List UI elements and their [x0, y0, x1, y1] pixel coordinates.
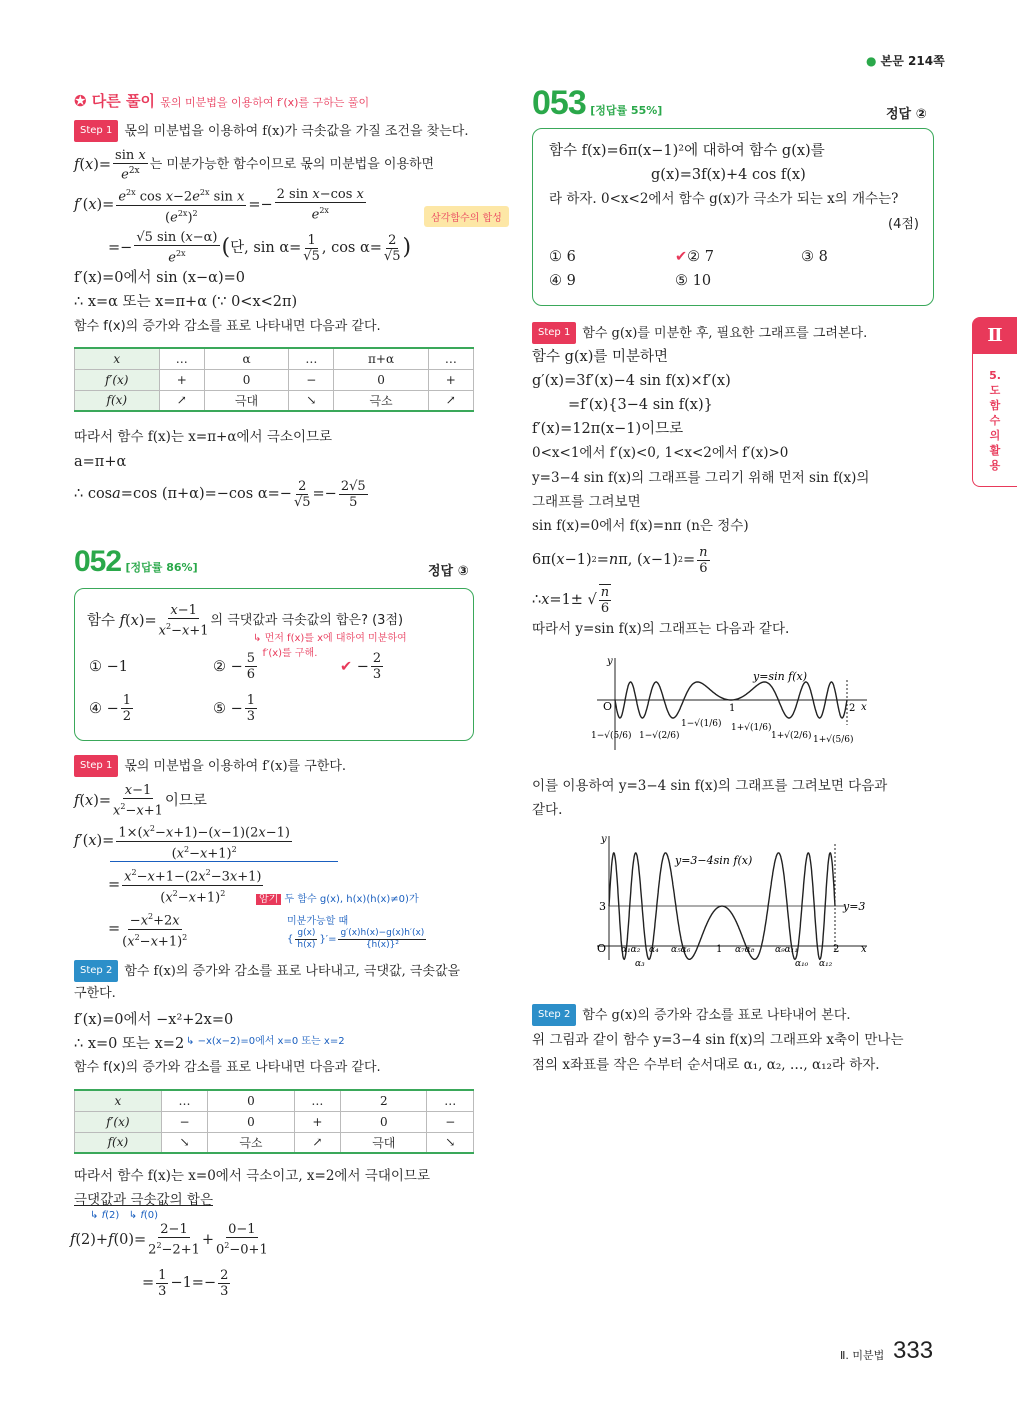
p052-answer: 정답 ③ [428, 564, 469, 579]
graph2-label: y=3−4sin f(x) [675, 854, 753, 867]
p053-q1: 함수 f(x)=6π(x−1)²에 대하여 함수 g(x)를 [549, 143, 825, 159]
p053-choice-4[interactable]: ④ 9 [549, 273, 576, 289]
p053-choice-5[interactable]: ⑤ 10 [675, 273, 712, 289]
graph-sin-f [585, 650, 885, 760]
page-ref: ● 본문 214쪽 [866, 54, 945, 68]
p052-hint: ↳ 먼저 f(x)를 x에 대하여 미분하여 f′(x)를 구해. [253, 633, 407, 659]
alt-line1: f ( x )= $\frac{\text{sin x}}{e^{2x}}$ 는 미분가능한 함수이므로 몫의 미분법을 이용하면 [74, 147, 435, 183]
graph2-alpha7: α₇α₈ [735, 945, 755, 955]
alt-line3: =− $\frac{√5 \sin (x-\alpha)}{e^{2x}}$ ( 단, sin α= $\frac{1}{√5}$ , cos α= $\frac{2}{√5}$ ) [108, 230, 412, 266]
p052-root-note: ↳ −x(x−2)=0에서 x=0 또는 x=2 [186, 1036, 345, 1047]
page-number: 333 [893, 1337, 934, 1364]
graph2-alpha1: α₁α₂ [621, 945, 641, 955]
p053-line-1: g′(x)=3f′(x)−4 sin f(x)×f′(x) [532, 373, 731, 389]
p052-memo: 암기 두 함수 g(x), h(x)(h(x)≠0)가 [256, 890, 419, 905]
p052-step1: Step 1 몫의 미분법을 이용하여 f′(x)를 구한다. [74, 755, 346, 777]
graph2-origin: O [597, 942, 607, 955]
graph1-tick-d: 1+√(1/6) [731, 723, 772, 733]
graph1-tick-e: 1+√(2/6) [771, 731, 812, 741]
p053-eq-n: 6π( x −1) 2 = n π, ( x −1) 2 = $\frac{n}{6}$ [532, 544, 708, 576]
p052-step2: Step 2 함수 f(x)의 증가와 감소를 표로 나타내고, 극댓값, 극솟값을 [74, 960, 460, 982]
graph1-tick-c: 1−√(1/6) [681, 719, 722, 729]
p052-conclusion2: 극댓값과 극솟값의 합은 [74, 1192, 213, 1208]
p053-line-2: =f′(x){3−4 sin f(x)} [568, 397, 713, 413]
footer-section: Ⅱ. 미분법 [840, 1349, 885, 1362]
p052-conclusion: 따라서 함수 f(x)는 x=0에서 극소이고, x=2에서 극대이므로 [74, 1168, 430, 1184]
p052-fprime-zero: f′(x)=0에서 −x²+2x=0 [74, 1012, 234, 1028]
graph2-y-label: y [601, 834, 607, 845]
alt-roots: ∴ x=α 또는 x=π+α (∵ 0<x<2π) [74, 294, 298, 310]
graph2-alpha9: α₉α₁₁ [775, 945, 798, 955]
graph2-x2-tick: 2 [833, 944, 840, 955]
p052-sum-note: ↳ f(2) ↳ f(0) [90, 1210, 159, 1221]
alt-a-equals: a=π+α [74, 454, 127, 470]
graph2-alpha5: α₅α₆ [671, 945, 691, 955]
p052-step2b: 구한다. [74, 986, 116, 1001]
p052-choice-2[interactable]: ② − $\frac{5}{6}$ [213, 651, 256, 682]
graph2-alpha12: α₁₂ [819, 959, 833, 969]
graph2-x1-tick: 1 [716, 944, 723, 955]
p052-sum-result: = $\frac{1}{3}$ −1=− $\frac{2}{3}$ [142, 1267, 229, 1299]
graph2-x-label: x [861, 944, 867, 955]
graph2-y3-tick: 3 [599, 900, 606, 913]
alt-table: x … α … π+α … f′(x) + 0 − 0 + f(x) ↗ 극대 ↘ 극소 ↗ [74, 347, 474, 412]
p052-fx: f ( x )= $\frac{x-1}{x^2-x+1}$ 이므로 [74, 783, 207, 819]
p053-q3: 라 하자. 0<x<2에서 함수 g(x)가 극소가 되는 x의 개수는? [549, 191, 899, 207]
p052-fprime3: = $\frac{-x^2+2x}{(x^2-x+1)^2}$ [108, 910, 189, 948]
side-tab-roman: Ⅱ [973, 318, 1017, 354]
p053-final1: 위 그림과 같이 함수 y=3−4 sin f(x)의 그래프와 x축이 만나는 [532, 1032, 904, 1048]
p052-memo2: 미분가능할 때 [287, 916, 349, 927]
alt-step1: Step 1 몫의 미분법을 이용하여 f(x)가 극솟값을 가질 조건을 찾는다. [74, 120, 469, 142]
graph1-tick-a: 1−√(5/6) [591, 731, 632, 741]
graph1-label: y=sin f(x) [753, 670, 808, 683]
p052-header: 052 [정답률 86%] [74, 545, 198, 578]
p052-choice-3[interactable]: ✔ − $\frac{2}{3}$ [340, 651, 382, 682]
p053-line-5: y=3−4 sin f(x)의 그래프를 그리기 위해 먼저 sin f(x)의 [532, 470, 870, 486]
graph2-alpha10: α₁₀ [795, 959, 809, 969]
graph1-origin: O [603, 700, 613, 713]
p052-question: 함수 f ( x )= $\frac{x-1}{x^2-x+1}$ 의 극댓값과 극솟값의 합은? (3점) [87, 603, 404, 639]
graph2-y3-label: y=3 [843, 900, 866, 913]
p052-choice-5[interactable]: ⑤ − $\frac{1}{3}$ [213, 693, 256, 724]
graph1-tick-b: 1−√(2/6) [639, 731, 680, 741]
p053-line-0: 함수 g(x)를 미분하면 [532, 349, 669, 365]
p052-table: x … 0 … 2 … f′(x) − 0 + 0 − f(x) ↘ 극소 ↗ 극대 ↘ [74, 1089, 474, 1154]
p053-final2: 점의 x좌표를 작은 수부터 순서대로 α₁, α₂, …, α₁₂라 하자. [532, 1057, 880, 1073]
p053-line-4: 0<x<1에서 f′(x)<0, 1<x<2에서 f′(x)>0 [532, 445, 789, 461]
p053-x-sol: ∴ x =1± √ $\frac{n}{6}$ [532, 585, 610, 616]
graph1-x-label: x [861, 702, 867, 713]
p052-fprime2: = $\frac{x^2-x+1-(2x^2-3x+1)}{(x^2-x+1)^2}$ [108, 866, 265, 904]
graph-3-minus-4sin [585, 830, 885, 970]
underline-blue [110, 861, 338, 862]
alt-title: ✪ 다른 풀이 몫의 미분법을 이용하여 f′(x)를 구하는 풀이 [74, 92, 370, 110]
p052-roots: ∴ x=0 또는 x=2 [74, 1036, 185, 1052]
alt-table-intro: 함수 f(x)의 증가와 감소를 표로 나타내면 다음과 같다. [74, 319, 381, 334]
check-icon: ✔ [340, 658, 353, 675]
graph1-x2-tick: 2 [849, 703, 856, 714]
p053-line-10: 같다. [532, 802, 563, 818]
p053-step2: Step 2 함수 g(x)의 증가와 감소를 표로 나타내어 본다. [532, 1004, 851, 1026]
p053-line-9: 이를 이용하여 y=3−4 sin f(x)의 그래프를 그려보면 다음과 [532, 778, 888, 794]
p053-choice-1[interactable]: ① 6 [549, 249, 576, 265]
graph1-y-label: y [607, 656, 613, 667]
p053-line-8: 따라서 y=sin f(x)의 그래프는 다음과 같다. [532, 621, 790, 637]
p052-fprime1: f ′( x )= $\frac{1\times(x^2-x+1)-(x-1)(2x-1)}{(x^2-x+1)^2}$ [74, 822, 294, 860]
side-tab [972, 317, 1017, 487]
alt-line2: f ′( x )= $\frac{e^{2x} \cos x-2e^{2x} \sin x}{(e^{2x})^2}$ =− $\frac{\text{2 sin x−cos x}}{e^{2x}}$ [74, 188, 368, 222]
check-icon: ✔ [675, 249, 688, 265]
graph1-tick-f: 1+√(5/6) [813, 735, 854, 745]
p053-line-7: sin f(x)=0에서 f(x)=nπ (n은 정수) [532, 518, 749, 534]
p053-q2: g(x)=3f(x)+4 cos f(x) [651, 167, 806, 183]
alt-fprime-zero: f′(x)=0에서 sin (x−α)=0 [74, 270, 245, 286]
graph2-alpha3: α₃ [635, 959, 645, 969]
p053-line-3: f′(x)=12π(x−1)이므로 [532, 421, 684, 437]
p053-choice-2[interactable]: ✔② 7 [675, 249, 714, 265]
p052-choice-4[interactable]: ④ − $\frac{1}{2}$ [89, 693, 132, 724]
alt-conclusion: 따라서 함수 f(x)는 x=π+α에서 극소이므로 [74, 429, 333, 445]
p052-sum: f (2)+ f (0)= $\frac{2-1}{2^2-2+1}$ + $\frac{0-1}{0^2-0+1}$ [70, 1222, 268, 1258]
p053-step1: Step 1 함수 g(x)를 미분한 후, 필요한 그래프를 그려본다. [532, 322, 867, 344]
side-tab-chapter: 5.도함수의 활용 [989, 369, 1001, 472]
p053-box [532, 128, 934, 306]
alt-cos-result: ∴ cos a =cos (π+α)=−cos α=− $\frac{2}{√5}$ =− $\frac{2√5}{5}$ [74, 478, 366, 510]
graph1-x1-tick: 1 [729, 703, 736, 714]
graph2-alpha4: α₄ [649, 945, 659, 955]
synthesis-tag: 삼각함수의 합성 [424, 206, 509, 227]
p052-table-intro: 함수 f(x)의 증가와 감소를 표로 나타내면 다음과 같다. [74, 1060, 381, 1075]
p053-header: 053 [정답률 55%] [532, 84, 663, 122]
p053-choice-3[interactable]: ③ 8 [801, 249, 828, 265]
p053-answer: 정답 ② [886, 107, 927, 122]
p052-box [74, 588, 474, 741]
p052-memo-formula: { $\frac{g(x)}{h(x)}$ }′= $\frac{g'(x)h(x)-g(x)h'(x)}{\text{\{h(x)\}²}}$ [287, 928, 425, 950]
p053-points: (4점) [888, 217, 919, 232]
p053-line-6: 그래프를 그려보면 [532, 494, 641, 510]
p052-choice-1[interactable]: ① −1 [89, 659, 128, 675]
